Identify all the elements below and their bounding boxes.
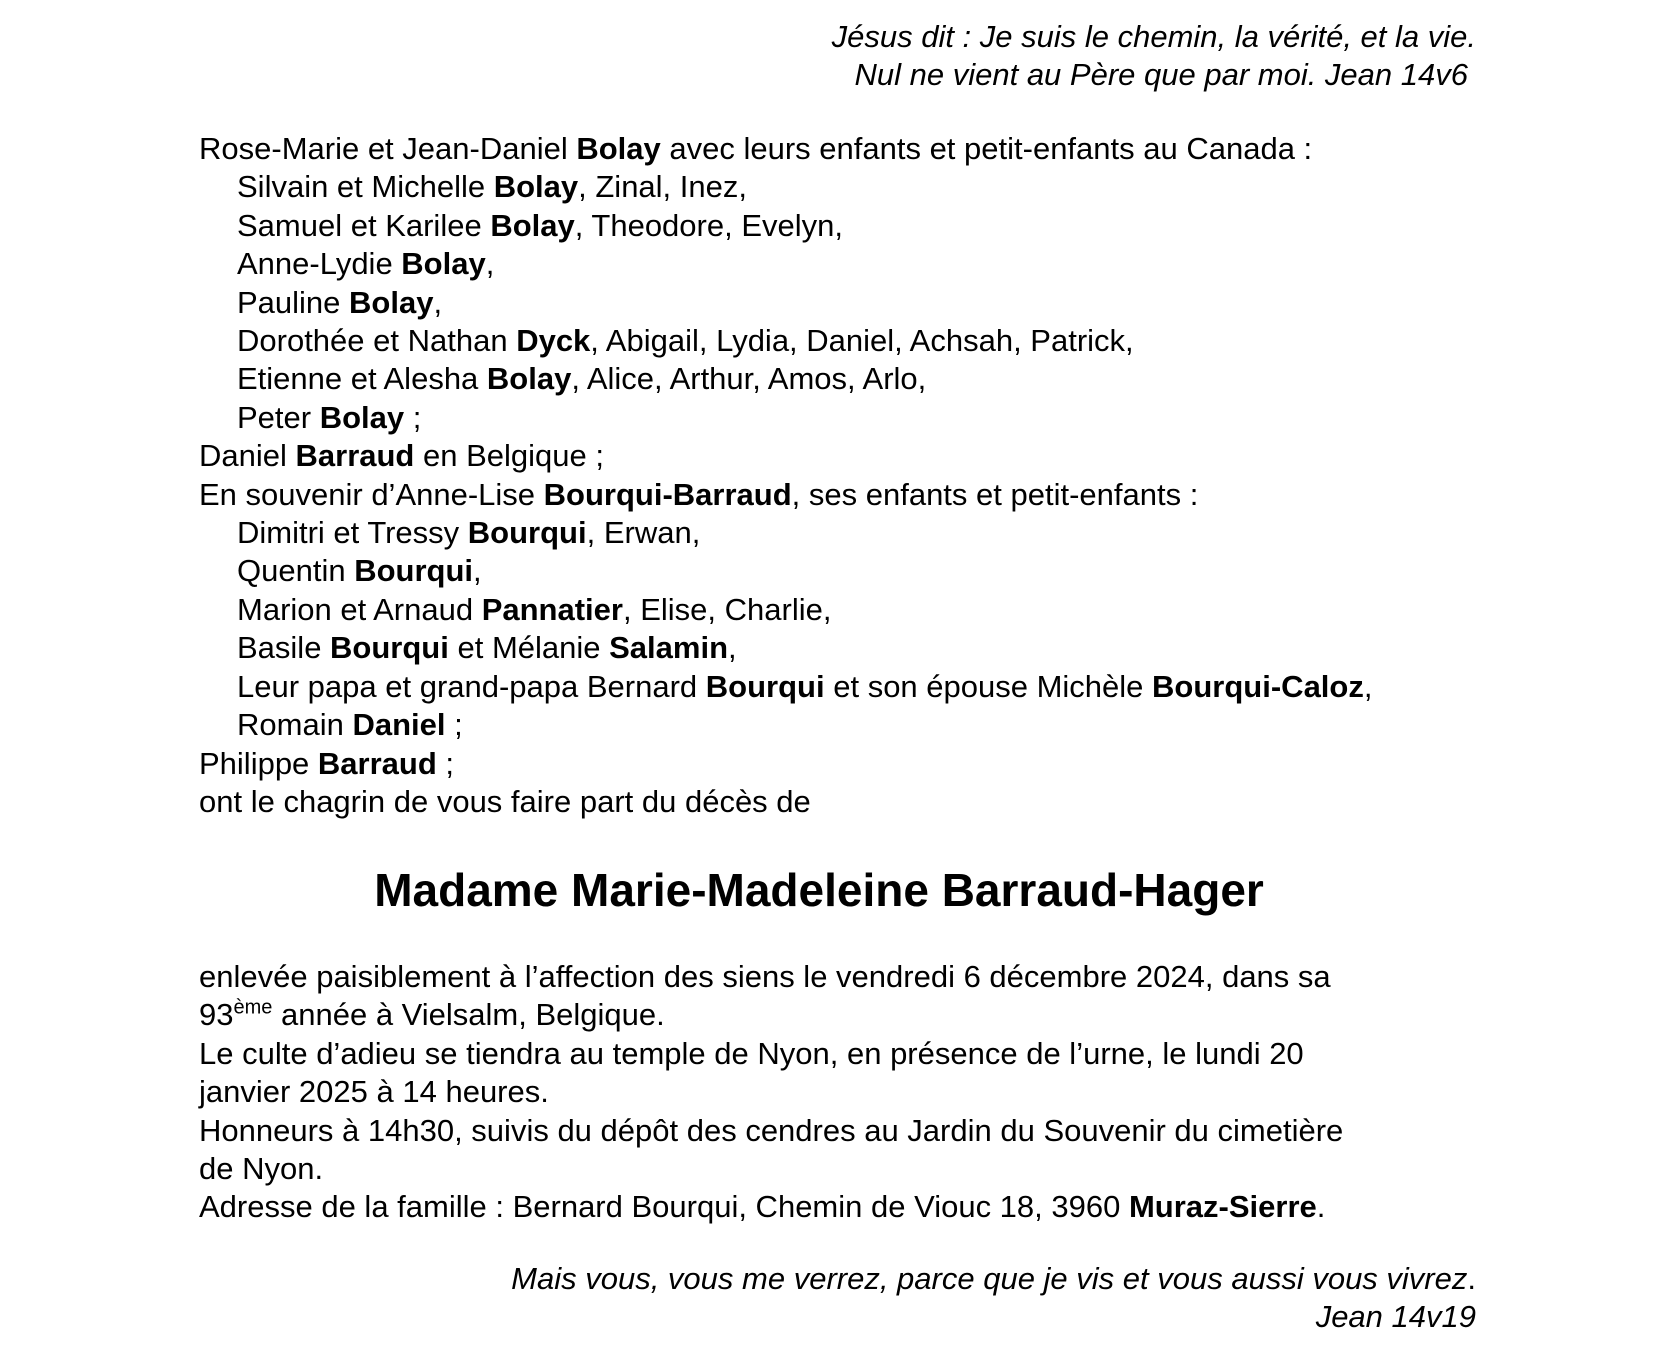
family-text: , Elise, Charlie, <box>622 591 832 627</box>
family-line <box>199 245 1499 283</box>
details-line <box>199 996 1499 1034</box>
opening-verse <box>176 18 1476 94</box>
age-number: 93 <box>199 997 234 1033</box>
family-text: Dimitri et Tressy <box>237 515 468 551</box>
family-line <box>199 207 1499 245</box>
opening-verse-line-2: Nul ne vient au Père que par moi. Jean 14v6 <box>854 57 1468 92</box>
family-text: , <box>433 284 443 320</box>
family-surname: Bourqui <box>467 515 587 551</box>
family-surname: Pannatier <box>481 591 623 627</box>
deceased-name-heading <box>0 860 1654 920</box>
family-line <box>199 783 1499 821</box>
deceased-name: Madame Marie-Madeleine Barraud-Hager <box>374 864 1264 916</box>
details-line: Honneurs à 14h30, suivis du dépôt des cendres au Jardin du Souvenir du cimetière <box>199 1112 1344 1148</box>
family-line <box>199 668 1499 706</box>
family-text: Dorothée et Nathan <box>237 323 517 359</box>
family-list <box>199 130 1499 821</box>
family-surname: Barraud <box>295 438 415 474</box>
details-line: Le culte d’adieu se tiendra au temple de Nyon, en présence de l’urne, le lundi 20 <box>199 1035 1304 1071</box>
family-line <box>199 130 1499 168</box>
family-address <box>199 1188 1499 1226</box>
family-surname: Daniel <box>352 707 446 743</box>
family-line <box>199 552 1499 590</box>
family-text: et Mélanie <box>448 630 610 666</box>
closing-verse-period: . <box>1467 1261 1476 1296</box>
funeral-details <box>199 958 1499 1227</box>
family-surname: Bolay <box>486 361 572 397</box>
closing-verse-line-1 <box>176 1260 1476 1298</box>
family-text: ; <box>404 399 422 435</box>
family-line <box>199 399 1499 437</box>
family-text: , Theodore, Evelyn, <box>574 207 843 243</box>
family-text: , ses enfants et petit-enfants : <box>791 476 1199 512</box>
family-text: Quentin <box>237 553 355 589</box>
family-line <box>199 745 1499 783</box>
family-text: Marion et Arnaud <box>237 591 482 627</box>
family-text: , <box>728 630 737 666</box>
family-text: et son épouse Michèle <box>824 668 1153 704</box>
family-surname: Bourqui <box>705 668 825 704</box>
family-text: En souvenir d’Anne-Lise <box>199 476 544 512</box>
details-line: de Nyon. <box>199 1151 324 1187</box>
family-line <box>199 360 1499 398</box>
family-surname: Bolay <box>319 399 405 435</box>
family-line <box>199 476 1499 514</box>
family-surname: Bourqui <box>330 630 449 666</box>
family-text: Etienne et Alesha <box>237 361 487 397</box>
family-text: Leur papa et grand-papa Bernard <box>237 668 706 704</box>
family-text: , Zinal, Inez, <box>578 169 747 205</box>
address-end: . <box>1316 1189 1326 1225</box>
closing-verse-line-2: Jean 14v19 <box>1315 1299 1476 1334</box>
family-text: avec leurs enfants et petit-enfants au Canada : <box>660 131 1313 166</box>
family-text: Romain <box>237 707 353 743</box>
family-surname: Bolay <box>349 284 434 320</box>
age-ordinal-suffix: ème <box>233 997 273 1020</box>
family-surname: Barraud <box>317 745 437 781</box>
family-text: , <box>485 246 495 282</box>
details-line: janvier 2025 à 14 heures. <box>199 1074 549 1110</box>
family-text: , <box>473 553 482 589</box>
family-text: , <box>1363 668 1373 704</box>
family-line <box>199 322 1499 360</box>
address-city: Muraz-Sierre <box>1128 1189 1317 1225</box>
family-text: Pauline <box>237 284 350 320</box>
family-text: ; <box>436 745 455 781</box>
family-surname: Dyck <box>516 323 591 359</box>
family-surname: Bolay <box>490 207 575 243</box>
closing-verse-text: Mais vous, vous me verrez, parce que je vis et vous aussi vous vivrez <box>511 1261 1468 1296</box>
family-line <box>199 629 1499 667</box>
family-text: , Alice, Arthur, Amos, Arlo, <box>571 361 927 397</box>
family-line <box>199 437 1499 475</box>
opening-verse-line-1: Jésus dit : Je suis le chemin, la vérité, et la vie. <box>831 19 1476 54</box>
family-line <box>199 514 1499 552</box>
address-prefix: Adresse de la famille : Bernard Bourqui, Chemin de Viouc 18, 3960 <box>199 1189 1129 1225</box>
family-text: Anne-Lydie <box>237 246 402 282</box>
family-surname: Salamin <box>609 630 729 666</box>
closing-verse <box>176 1260 1476 1336</box>
family-text: , Abigail, Lydia, Daniel, Achsah, Patrick, <box>590 323 1134 359</box>
family-text: ont le chagrin de vous faire part du décès de <box>199 783 811 819</box>
family-surname: Bolay <box>576 131 661 166</box>
family-text: en Belgique ; <box>414 438 604 474</box>
family-line <box>199 284 1499 322</box>
family-surname: Bourqui-Caloz <box>1152 668 1364 704</box>
family-surname: Bolay <box>401 246 486 282</box>
family-text: Philippe <box>199 745 318 781</box>
family-text: ; <box>445 707 463 743</box>
family-text: Rose-Marie et Jean-Daniel <box>199 131 577 166</box>
details-line: enlevée paisiblement à l’affection des siens le vendredi 6 décembre 2024, dans sa <box>199 959 1331 994</box>
family-surname: Bolay <box>493 169 579 205</box>
family-text: Basile <box>237 630 331 666</box>
family-line <box>199 706 1499 744</box>
family-line <box>199 591 1499 629</box>
family-text: , Erwan, <box>586 515 701 551</box>
family-surname: Bourqui <box>354 553 474 589</box>
age-rest: année à Vielsalm, Belgique. <box>272 997 665 1033</box>
family-surname: Bourqui-Barraud <box>543 476 792 512</box>
family-line <box>199 168 1499 206</box>
family-text: Samuel et Karilee <box>237 207 491 243</box>
family-text: Daniel <box>199 438 296 474</box>
family-text: Peter <box>237 399 320 435</box>
family-text: Silvain et Michelle <box>237 169 494 205</box>
